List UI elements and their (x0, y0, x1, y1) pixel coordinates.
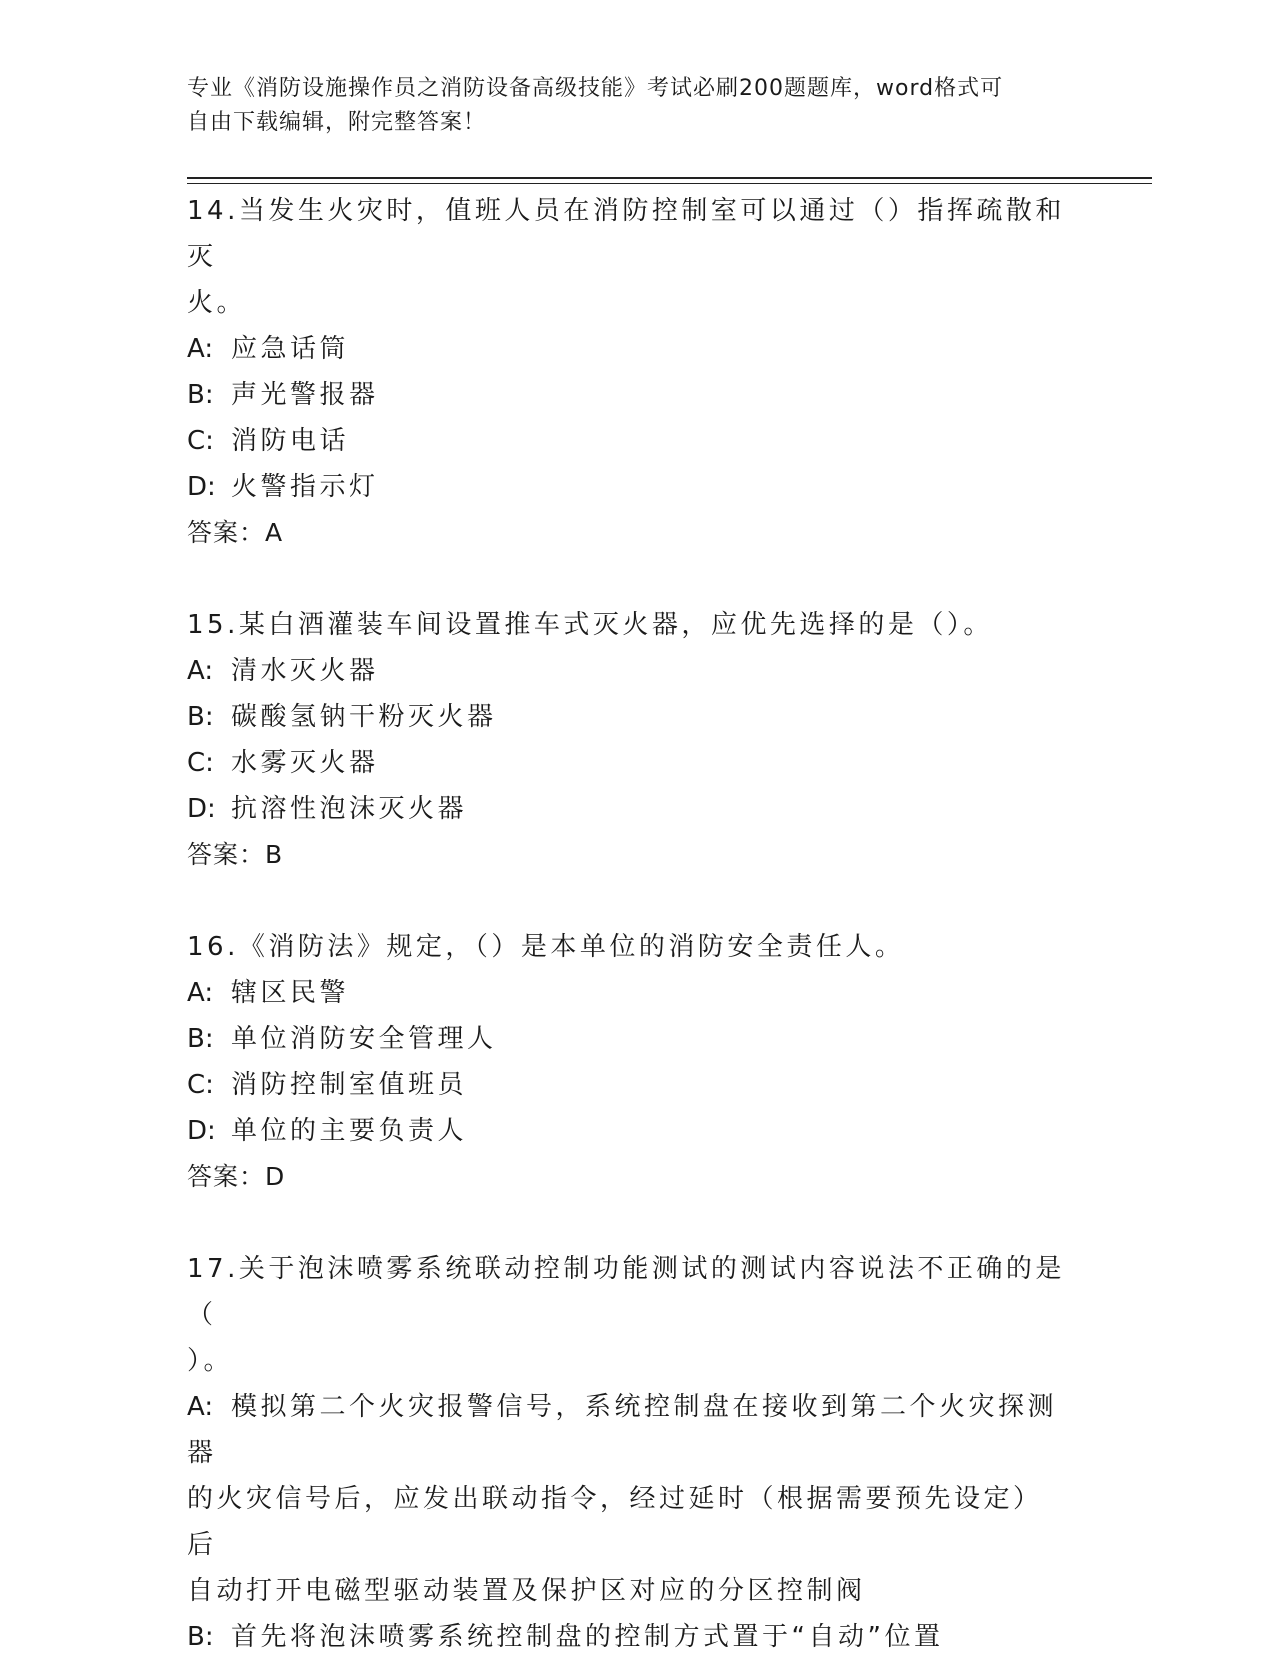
option-a (187, 326, 1067, 372)
option-text: 消防电话 (231, 426, 350, 456)
option-text: 单位的主要负责人 (231, 1116, 468, 1146)
option-key: B: (187, 380, 214, 410)
option-b (187, 1614, 1067, 1660)
option-text: 首先将泡沫喷雾系统控制盘的控制方式置于“自动”位置 (231, 1622, 944, 1652)
question-stem: 15.某白酒灌装车间设置推车式灭火器，应优先选择的是（）。 (187, 610, 993, 640)
option-key: A: (187, 334, 214, 364)
option-text: 消防控制室值班员 (231, 1070, 468, 1100)
option-b (187, 1016, 1067, 1062)
question-stem: 16.《消防法》规定，（）是本单位的消防安全责任人。 (187, 932, 905, 962)
option-d (187, 786, 1067, 832)
option-a (187, 1384, 1067, 1476)
option-key: C: (187, 1070, 214, 1100)
option-text: 碳酸氢钠干粉灭火器 (231, 702, 497, 732)
option-key: A: (187, 1392, 214, 1422)
option-text: 抗溶性泡沫灭火器 (231, 794, 468, 824)
question-14 (187, 188, 1067, 556)
option-c (187, 418, 1067, 464)
header-line-2: 自由下载编辑，附完整答案！ (187, 110, 487, 135)
option-key: C: (187, 748, 214, 778)
question-17 (187, 1246, 1067, 1660)
question-spacer (187, 878, 1067, 924)
option-key: B: (187, 702, 214, 732)
option-text: 模拟第二个火灾报警信号，系统控制盘在接收到第二个火灾探测器 (187, 1392, 1058, 1468)
option-b (187, 372, 1067, 418)
question-spacer (187, 556, 1067, 602)
option-key: A: (187, 978, 214, 1008)
header-divider-thick (187, 177, 1152, 179)
header-divider-thin (187, 183, 1152, 184)
question-stem-continued: 火。 (187, 288, 247, 318)
option-key: D: (187, 794, 216, 824)
question-spacer (187, 1200, 1067, 1246)
answer-line: 答案：A (187, 518, 284, 547)
question-list (187, 188, 1067, 1660)
answer-line: 答案：D (187, 1162, 286, 1191)
option-text: 应急话筒 (231, 334, 350, 364)
option-a (187, 970, 1067, 1016)
option-key: B: (187, 1622, 214, 1652)
option-a-continued: 自动打开电磁型驱动装置及保护区对应的分区控制阀 (187, 1576, 866, 1606)
question-stem-continued: ）。 (187, 1346, 234, 1376)
option-key: D: (187, 1116, 216, 1146)
answer-line: 答案：B (187, 840, 284, 869)
option-c (187, 740, 1067, 786)
option-b (187, 694, 1067, 740)
question-stem: 14.当发生火灾时，值班人员在消防控制室可以通过（）指挥疏散和灭 (187, 196, 1065, 272)
option-text: 声光警报器 (231, 380, 379, 410)
option-c (187, 1062, 1067, 1108)
question-16 (187, 924, 1067, 1200)
option-text: 清水灭火器 (231, 656, 379, 686)
header-line-1: 专业《消防设施操作员之消防设备高级技能》考试必刷200题题库，word格式可 (187, 76, 1004, 101)
option-a (187, 648, 1067, 694)
option-key: B: (187, 1024, 214, 1054)
option-text: 水雾灭火器 (231, 748, 379, 778)
option-d (187, 1108, 1067, 1154)
question-15 (187, 602, 1067, 878)
question-stem: 17.关于泡沫喷雾系统联动控制功能测试的测试内容说法不正确的是（ (187, 1254, 1065, 1330)
option-text: 辖区民警 (231, 978, 350, 1008)
option-d (187, 464, 1067, 510)
option-key: A: (187, 656, 214, 686)
option-a-continued: 的火灾信号后，应发出联动指令，经过延时（根据需要预先设定）后 (187, 1484, 1043, 1560)
option-text: 单位消防安全管理人 (231, 1024, 497, 1054)
option-text: 火警指示灯 (231, 472, 379, 502)
option-key: C: (187, 426, 214, 456)
option-key: D: (187, 472, 216, 502)
document-header (187, 72, 1067, 140)
